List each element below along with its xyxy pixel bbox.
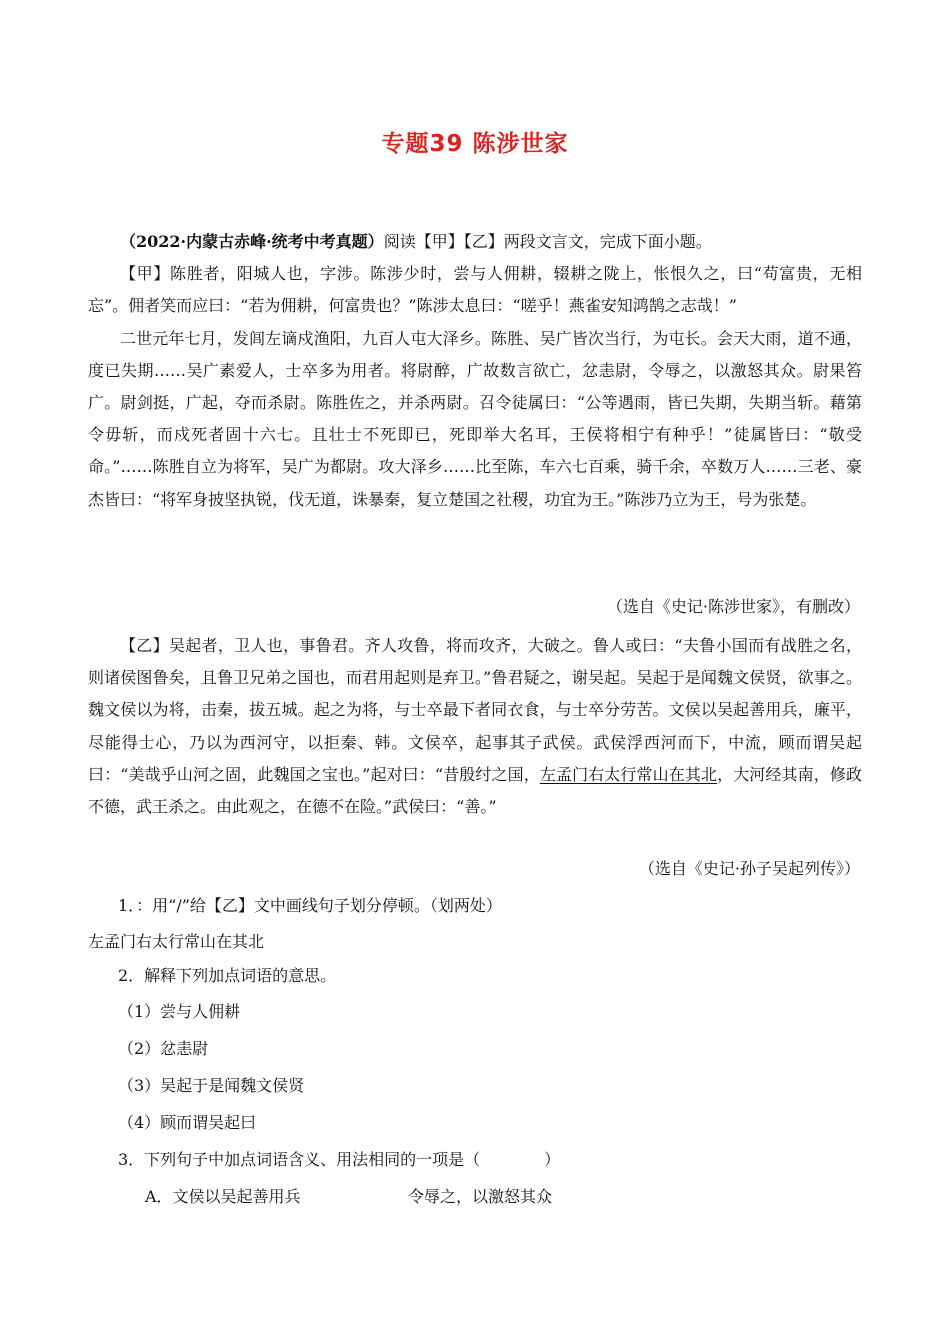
jia-paragraph-2: 二世元年七月，发闾左谪戍渔阳，九百人屯大泽乡。陈胜、吴广皆次当行，为屯长。会天大雨，道不通，度已失期……吴广素爱人，士卒多为用者。将尉醉，广故数言欲亡，忿恚尉，令辱之，以激怒其众。尉果笞广。尉剑挺，广起，夺而杀尉。陈胜佐之，并杀两尉。召令徒属曰：“公等遇雨，皆已失期，失期当斩。藉第令毋斩，而戍死者固十六七。且壮士不死即已，死即举大名耳，王侯将相宁有种乎！”徒属皆曰：“敬受命。”……陈胜自立为将军，吴广为都尉。攻大泽乡……比至陈，车六七百乘，骑千余，卒数万人……三老、豪杰皆曰：“将军身披坚执锐，伐无道，诛暴秦，复立楚国之社稷，功宜为王。”陈涉乃立为王，号为张楚。 [88,328,862,509]
question-1-sentence: 左孟门右太行常山在其北 [88,932,265,951]
yi-paragraph [88,630,862,823]
page-title: 专题39 陈涉世家 [381,131,569,157]
exam-source: （2022·内蒙古赤峰·统考中考真题） [120,232,384,251]
jia-source: （选自《史记·陈涉世家》，有删改） [606,597,860,616]
question-3-option-a-left: A．文侯以吴起善用兵 [145,1187,301,1206]
yi-source: （选自《史记·孙子吴起列传》） [638,859,860,878]
question-3: 3．下列句子中加点词语含义、用法相同的一项是（ ） [118,1150,561,1169]
passage-block [88,226,862,516]
yi-text-after: ，大河经其南，修政不德，武王杀之。由此观之，在德不在险。”武侯曰：“善。” [88,764,862,817]
question-2-item-1: （1）尝与人佣耕 [118,1002,241,1021]
yi-underlined-sentence: 左孟门右太行常山在其北 [539,764,718,784]
question-1: 1．：用“/”给【乙】文中画线句子划分停顿。（划两处） [118,896,502,915]
question-2: 2．解释下列加点词语的意思。 [118,966,337,985]
question-2-item-4: （4）顾而谓吴起曰 [118,1113,257,1132]
question-3-option-a-right: 令辱之，以激怒其众 [408,1187,553,1206]
yi-block [88,630,862,823]
intro-line [88,226,862,258]
yi-text-before: 【乙】吴起者，卫人也，事鲁君。齐人攻鲁，将而攻齐，大破之。鲁人或曰：“夫鲁小国而有战胜之名，则诸侯图鲁矣，且鲁卫兄弟之国也，而君用起则是弃卫。”鲁君疑之，谢吴起。吴起于是闻魏文侯贤，欲事之。魏文侯以为将，击秦，拔五城。起之为将，与士卒最下者同衣食，与士卒分劳苦。文侯以吴起善用兵，廉平，尽能得士心，乃以为西河守，以拒秦、韩。文侯卒，起事其子武侯。武侯浮西河而下，中流，顾而谓吴起曰：“美哉乎山河之固，此魏国之宝也。”起对曰：“昔殷纣之国， [88,636,862,784]
intro-text: 阅读【甲】【乙】两段文言文，完成下面小题。 [383,232,712,251]
question-2-item-2: （2）忿恚尉 [118,1039,209,1058]
question-2-item-3: （3）吴起于是闻魏文侯贤 [118,1076,305,1095]
jia-paragraph-1: 【甲】陈胜者，阳城人也，字涉。陈涉少时，尝与人佣耕，辍耕之陇上，怅恨久之，曰“苟富贵，无相忘”。佣者笑而应曰：“若为佣耕，何富贵也？”陈涉太息曰：“嗟乎！燕雀安知鸿鹄之志哉！” [88,264,862,316]
